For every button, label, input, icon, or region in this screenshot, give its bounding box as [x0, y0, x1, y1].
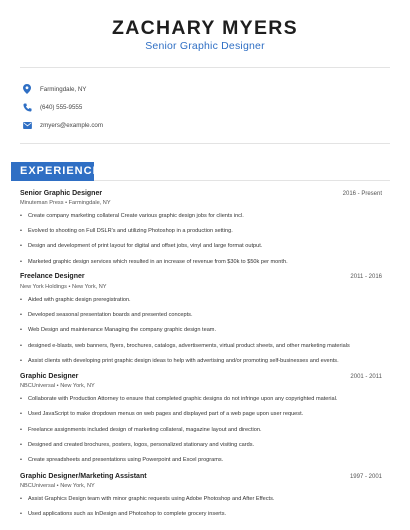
contact-email [22, 118, 103, 132]
job-role-heading: Senior Graphic Designer [145, 40, 265, 52]
job-bullet-text: designed e-blasts, web banners, flyers, brochures, catalogs, advertisements, virtual product sheets, and other marketing materials [28, 343, 350, 349]
contact-location-text: Farmingdale, NY [40, 85, 87, 93]
job-company-location [20, 483, 95, 489]
job-bullet-text: Create spreadsheets and presentations using Powerpoint and Excel programs. [28, 457, 224, 463]
job-bullet: • Create spreadsheets and presentations using Powerpoint and Excel programs. [20, 457, 224, 463]
name-heading: ZACHARY MYERS [112, 17, 298, 39]
job-bullet: • Assist clients with developing print graphic design ideas to help with advertising and/or promoting self-businesses and events. [20, 358, 339, 364]
contact-phone-text: (640) 555-9555 [40, 103, 83, 111]
job-dates: 2016 - Present [342, 191, 382, 197]
job-dates: 2001 - 2011 [350, 374, 382, 380]
job-location: New York, NY [72, 284, 107, 290]
job-bullet: • Aided with graphic design preregistration. [20, 297, 131, 303]
job-location: New York, NY [60, 483, 95, 489]
contact-phone [22, 100, 82, 114]
job-location: Farmingdale, NY [68, 200, 111, 206]
job-company-location [20, 383, 95, 389]
job-dates: 2011 - 2016 [350, 274, 382, 280]
contact-email-text: zmyers@example.com [40, 121, 104, 129]
job-bullet: • designed e-blasts, web banners, flyers, brochures, catalogs, advertisements, virtual product sheets, and other marketing materials [20, 343, 350, 349]
header-divider [20, 67, 390, 68]
job-bullet-text: Used JavaScript to make dropdown menus on web pages and displayed part of a web page upon user request. [28, 411, 304, 417]
job-bullet-text: Used applications such as InDesign and Photoshop to complete grocery inserts. [28, 511, 227, 517]
job-bullet-text: Developed seasonal presentation boards and presented concepts. [28, 312, 193, 318]
job-dates: 1997 - 2001 [349, 474, 382, 480]
phone-icon [22, 102, 32, 112]
job-location: New York, NY [60, 383, 95, 389]
job-bullet-text: Create company marketing collateral Create various graphic design jobs for clients incl. [28, 213, 244, 219]
job-bullet: • Used applications such as InDesign and Photoshop to complete grocery inserts. [20, 511, 227, 517]
job-bullet-text: Web Design and maintenance Managing the company graphic design team. [28, 327, 217, 333]
meta-separator: • [66, 284, 73, 290]
job-bullet-text: Design and development of print layout for digital and offset jobs, vinyl and large format output. [28, 243, 263, 249]
experience-section-rule [94, 180, 390, 181]
experience-section-title: EXPERIENCE [20, 165, 101, 177]
meta-separator: • [55, 383, 61, 389]
job-title: Graphic Designer [20, 373, 79, 380]
job-bullet: • Freelance assignments included design of marketing collateral, magazine layout and direction. [20, 427, 262, 433]
job-bullet: • Designed and created brochures, posters, logos, personalized stationary and visiting cards. [20, 442, 255, 448]
job-bullet-text: Assist Graphics Design team with minor graphic requests using Adobe Photoshop and After Effects. [28, 496, 275, 502]
job-bullet: • Assist Graphics Design team with minor graphic requests using Adobe Photoshop and After Effects. [20, 496, 275, 502]
job-title: Senior Graphic Designer [20, 190, 103, 197]
job-company-location [20, 284, 107, 290]
job-bullet: • Web Design and maintenance Managing the company graphic design team. [20, 327, 217, 333]
contact-location [22, 82, 86, 96]
job-company-location [20, 200, 111, 206]
job-bullet-text: Assist clients with developing print graphic design ideas to help with advertising and/or promoting self-businesses and events. [28, 358, 339, 364]
job-bullet-text: Marketed graphic design services which resulted in an increase of revenue from $30k to $50k per month. [28, 259, 288, 265]
job-bullet-text: Designed and created brochures, posters, logos, personalized stationary and visiting cards. [28, 442, 255, 448]
job-bullet-text: Freelance assignments included design of marketing collateral, magazine layout and direction. [28, 427, 262, 433]
job-bullet: • Evolved to shooting on Full DSLR's and utilizing Photoshop in a production setting. [20, 228, 233, 234]
job-company: New York Holdings [20, 284, 67, 290]
job-bullet: • Design and development of print layout for digital and offset jobs, vinyl and large format output. [20, 243, 263, 249]
job-company: NBCUniversal [20, 383, 56, 389]
job-bullet: • Marketed graphic design services which resulted in an increase of revenue from $30k to $50k per month. [20, 259, 288, 265]
job-bullet-text: Evolved to shooting on Full DSLR's and utilizing Photoshop in a production setting. [28, 228, 233, 234]
meta-separator: • [55, 483, 61, 489]
job-company: Minuteman Press [20, 200, 64, 206]
job-title: Freelance Designer [20, 273, 85, 280]
envelope-icon [22, 120, 32, 130]
job-company: NBCUniversal [20, 483, 56, 489]
job-bullet: • Used JavaScript to make dropdown menus on web pages and displayed part of a web page upon user request. [20, 411, 304, 417]
job-bullet: • Collaborate with Production Attorney to ensure that completed graphic designs do not infringe upon any copyrighted material. [20, 396, 338, 402]
location-pin-icon [22, 84, 32, 94]
job-bullet: • Developed seasonal presentation boards and presented concepts. [20, 312, 193, 318]
contact-divider [20, 143, 390, 144]
job-title: Graphic Designer/Marketing Assistant [20, 473, 147, 480]
job-bullet-text: Aided with graphic design preregistration. [28, 297, 131, 303]
job-bullet: • Create company marketing collateral Create various graphic design jobs for clients incl. [20, 213, 244, 219]
meta-separator: • [63, 200, 69, 206]
job-bullet-text: Collaborate with Production Attorney to ensure that completed graphic designs do not infringe upon any copyrighted material. [28, 396, 338, 402]
